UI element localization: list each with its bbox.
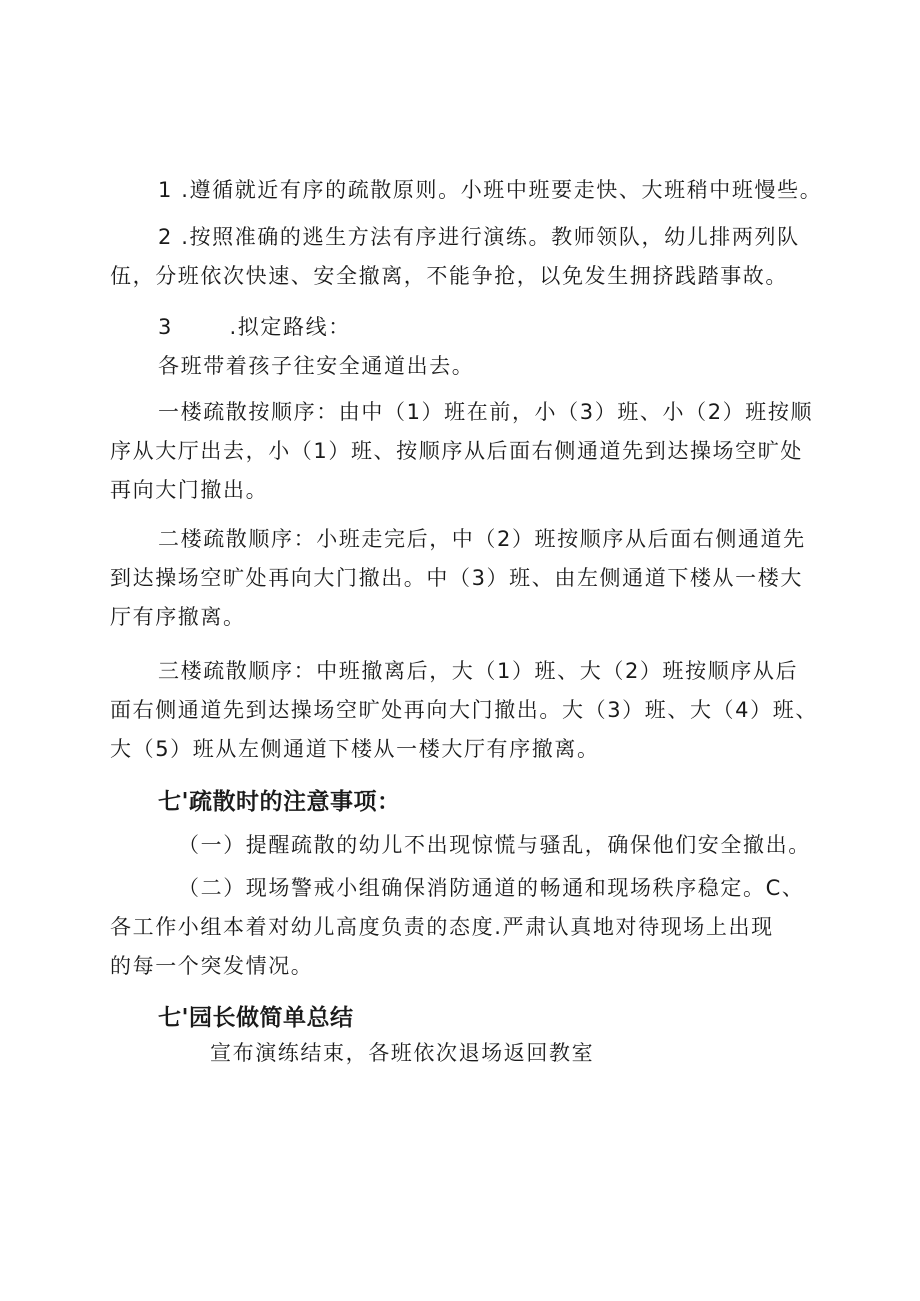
floor-2-line-2: 到达操场空旷处再向大门撤出。中（3）班、由左侧通道下楼从一楼大 (110, 566, 803, 590)
note-2-line-1: （二）现场警戒小组确保消防通道的畅通和现场秩序稳定。C、 (178, 876, 805, 900)
floor-2-line-1: 二楼疏散顺序：小班走完后，中（2）班按顺序从后面右侧通道先 (158, 527, 806, 551)
item-2-line-1: 2 .按照准确的逃生方法有序进行演练。教师领队，幼儿排两列队 (158, 225, 800, 249)
floor-1-paragraph (110, 393, 814, 510)
floor-3-line-3: 大（5）班从左侧通道下楼从一楼大厅有序撤离。 (110, 737, 600, 761)
item-2-paragraph (110, 218, 810, 296)
summary-text: 宣布演练结束，各班依次退场返回教室 (210, 1041, 595, 1065)
floor-1-line-2: 序从大厅出去，小（1）班、按顺序从后面右侧通道先到达操场空旷处 (110, 439, 803, 463)
route-intro-paragraph (158, 347, 858, 386)
item-3-number: 3 (158, 315, 173, 339)
floor-2-line-3: 厅有序撤离。 (110, 605, 246, 629)
item-1-line: 1 .遵循就近有序的疏散原则。小班中班要走快、大班稍中班慢些。 (158, 178, 823, 202)
item-3-title: .拟定路线： (229, 315, 351, 339)
floor-3-line-2: 面右侧通道先到达操场空旷处再向大门撤出。大（3）班、大（4）班、 (110, 698, 818, 722)
note-1-paragraph (178, 826, 878, 865)
floor-1-line-3: 再向大门撤出。 (110, 478, 269, 502)
floor-1-line-1: 一楼疏散按顺序：由中（1）班在前，小（3）班、小（2）班按顺 (158, 400, 814, 424)
floor-2-paragraph (110, 520, 810, 637)
note-2-line-3: 的每一个突发情况。 (110, 954, 314, 978)
item-1-paragraph (158, 171, 858, 210)
note-2-line-2: 各工作小组本着对幼儿高度负责的态度.严肃认真地对待现场上出现 (110, 915, 774, 939)
notes-heading: 七'疏散时的注意事项： (158, 789, 401, 815)
route-intro: 各班带着孩子往安全通道出去。 (158, 354, 475, 378)
item-2-line-2: 伍，分班依次快速、安全撤离，不能争抢，以免发生拥挤践踏事故。 (110, 264, 788, 288)
note-1-line: （一）提醒疏散的幼儿不出现惊慌与骚乱，确保他们安全撤出。 (178, 833, 811, 857)
floor-3-line-1: 三楼疏散顺序：中班撤离后，大（1）班、大（2）班按顺序从后 (158, 659, 799, 683)
summary-paragraph (210, 1034, 910, 1073)
item-3-paragraph (158, 308, 858, 347)
summary-heading: 七'园长做简单总结 (158, 1005, 354, 1031)
note-2-paragraph (110, 869, 810, 986)
floor-3-paragraph (110, 652, 818, 769)
